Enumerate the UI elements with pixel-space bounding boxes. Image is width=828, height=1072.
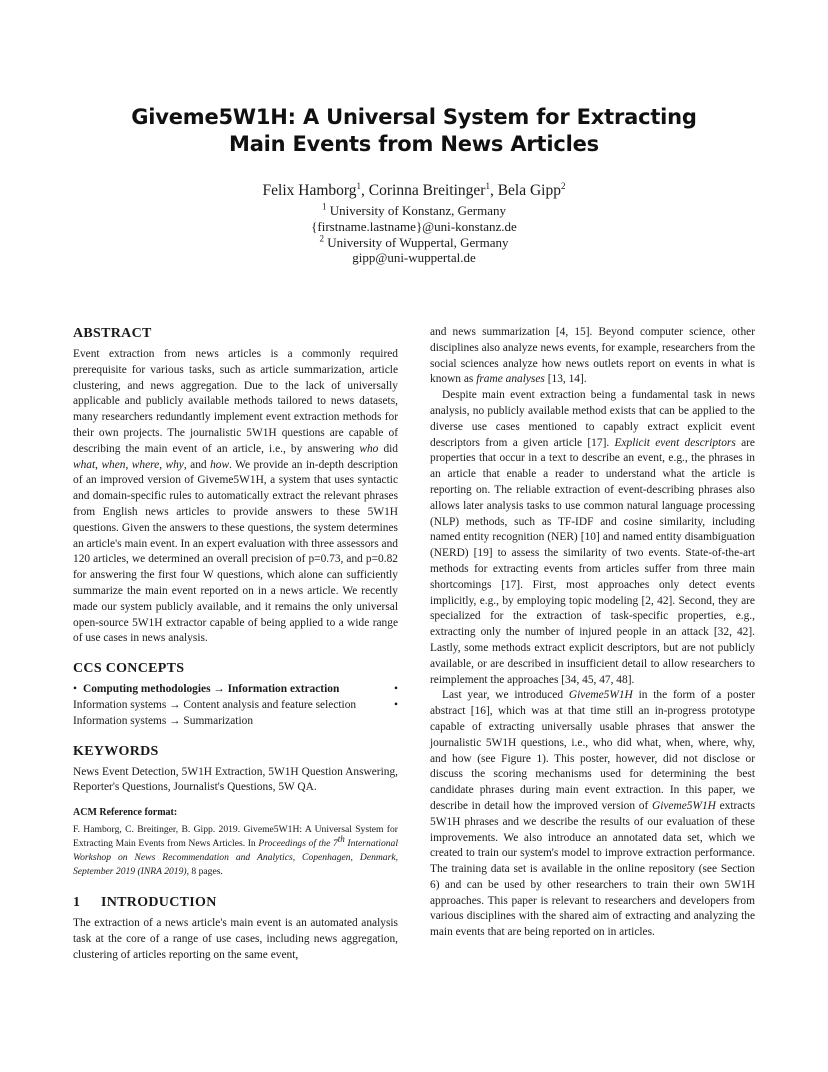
abstract-em: how [210, 458, 230, 471]
abstract-em: why [165, 458, 184, 471]
abstract-part: . We provide an in-depth description of an improved version of Giveme5W1H, a system that uses syntactic and domain-specific rules to automatically extract the relevant phrases from English news articles to provide answers to these 5W1H questions. Given the answers to these questions, the system determines an article's main event. In an expert evaluation with three assessors and 120 articles, we determined an overall precision of p=0.73, and p=0.82 for answering the first four W questions, which alone can sufficiently summarize the main event reported on in a news article. We recently made our system publicly available, and it remains the only universal open-source 5W1H extractor capable of being applied to a wide range of use cases in news analysis. [73, 458, 398, 645]
abstract-heading: ABSTRACT [73, 326, 152, 341]
intro-em: Giveme5W1H [568, 689, 633, 702]
intro-paragraph-1-cont [430, 325, 755, 388]
affil-name: University of Wuppertal, Germany [324, 234, 509, 250]
author-affil-mark: 1 [485, 180, 490, 191]
ccs-concept: Information systems → Content analysis and feature selection [73, 698, 357, 711]
acm-part: , 8 pages. [186, 865, 223, 877]
affiliation-1-email: {firstname.lastname}@uni-konstanz.de [311, 218, 517, 234]
author-affil-mark: 2 [560, 180, 566, 191]
intro-part: are properties that occur in a text to describe an event, e.g., the phrases in an article that enable a reader to understand what the article is reporting on. The reliable extraction of event-describing phrases also allows later analysis tasks to use common natural language processing (NLP) methods, such as TF-IDF and cosine similarity, including named entity recognition (NER) [10] and named entity disambiguation (NERD) [19] to assess the similarity of two events. State-of-the-art methods for extracting events from articles suffer from three main shortcomings [17]. First, most approaches only detect events implicitly, e.g., by employing topic modeling [2, 42]. Second, they are specialized for the extraction of task-specific properties, e.g., extracting only the number of injured people in an attack [32, 42]. Lastly, some methods extract explicit descriptors, but are not publicly available, or are described in insufficient detail to allow researchers to reimplement the approaches [34, 45, 47, 48]. [430, 436, 755, 686]
intro-em: Giveme5W1H [651, 799, 716, 812]
acm-sup: th [337, 833, 345, 844]
abstract-text [73, 347, 398, 647]
affiliation-2-email: gipp@uni-wuppertal.de [352, 250, 476, 266]
ccs-line-3: Information systems → Summarization [73, 714, 254, 727]
author-name: Felix Hamborg [262, 182, 357, 199]
affiliations [0, 203, 828, 266]
intro-paragraph-2 [430, 388, 755, 688]
abstract-part: , [95, 458, 102, 471]
intro-part: Despite main event extraction being a fundamental task in news analysis, no publicly available method exists that can be applied to the diverse use cases mentioned to capably extract explicit event descriptors from a given article [17]. [430, 389, 755, 449]
keywords-heading: KEYWORDS [73, 743, 159, 759]
author-list [0, 182, 828, 200]
abstract-part: , and [183, 458, 211, 471]
abstract-part: , [125, 458, 132, 471]
abstract-part: , [159, 458, 166, 471]
intro-em: frame analyses [476, 373, 545, 386]
intro-part: extracts 5W1H phrases and we describe the results of our evaluation of these improvements. We also introduce an annotated data set, which we created to train our system's model to improve extraction performance. The training data set is available in the online repository (see Section 6) and can be used by other researchers to train their own 5W1H approaches. This paper is relevant to researchers and developers from various disciplines with the shared aim of extracting and analyzing the main events that are being reported on in articles. [430, 799, 755, 939]
ccs-line-1 [73, 682, 398, 698]
paper-title [0, 104, 828, 158]
intro-part: and news summarization [4, 15]. Beyond computer science, other disciplines also analyze news events, for example, researchers from the social sciences analyze how news outlets report on events in what is known as [430, 326, 755, 386]
ccs-concept: Computing methodologies → Information extraction [83, 683, 340, 696]
affil-name: University of Konstanz, Germany [326, 203, 506, 218]
acm-reference-text [73, 823, 398, 878]
bullet-icon: • [73, 683, 77, 696]
acm-part: F. Hamborg, C. Breitinger, B. Gipp. 2019. Giveme5W1H: A Universal System for Extracting Main Events from News Articles. In [73, 824, 398, 849]
intro-paragraph-1: The extraction of a news article's main event is an automated analysis task at the core of a range of use cases, including news aggregation, clustering of articles reporting on the same event, [73, 917, 398, 961]
intro-part: in the form of a poster abstract [16], which was at that time still an in-progress prototype capable of extracting universally usable phrases that answer the journalistic 5W1H questions, i.e., who did what, when, where, why, and how (see Figure 1). This poster, however, did not disclose or discuss the scoring mechanisms used for determining the best candidate phrases during main event extraction. In this paper, we describe in detail how the improved version of [430, 689, 755, 812]
left-column [73, 325, 398, 964]
ccs-heading: CCS CONCEPTS [73, 661, 185, 677]
section-title: INTRODUCTION [101, 895, 217, 911]
ccs-bullet: • [394, 683, 398, 696]
ccs-bullet: • [394, 698, 398, 711]
abstract-part: Event extraction from news articles is a commonly required prerequisite for various tasks, such as article summarization, article clustering, and news aggregation. Due to the lack of universally applicable and publicly available methods tailored to news datasets, many researchers redundantly implement event extraction methods for their own projects. The journalistic 5W1H questions are capable of describing the main event of an article, i.e., by answering [73, 348, 398, 455]
abstract-em: where [131, 458, 160, 471]
author-name: Bela Gipp [497, 182, 561, 199]
keywords-text: News Event Detection, 5W1H Extraction, 5W1H Question Answering, Reporter's Questions, Journalist's Questions, 5W QA. [73, 765, 398, 794]
affil-mark: 1 [322, 201, 327, 212]
title-line-2: Main Events from News Articles [229, 132, 599, 156]
title-line-1: Giveme5W1H: A Universal System for Extracting [131, 105, 697, 129]
intro-part: [13, 14]. [544, 373, 587, 386]
author-separator: , [489, 182, 498, 199]
right-column [430, 325, 755, 941]
intro-heading [73, 894, 398, 912]
author-affil-mark: 1 [356, 180, 362, 191]
abstract-em: what [73, 458, 96, 471]
acm-part: Proceedings of the 7 [258, 837, 338, 849]
section-number: 1 [73, 895, 81, 911]
acm-part: International Workshop on News Recommendation and Analytics, Copenhagen, Denmark, September 2019 (INRA 2019) [73, 837, 399, 877]
author-name: Corinna Breitinger [368, 182, 486, 199]
abstract-em: who [359, 442, 379, 455]
intro-part: Last year, we introduced [442, 689, 569, 702]
ccs-line-2 [73, 698, 398, 714]
author-separator: , [361, 182, 369, 199]
intro-paragraph-3 [430, 688, 755, 941]
affiliation-2 [0, 235, 828, 251]
acm-reference-heading: ACM Reference format: [73, 807, 178, 819]
affil-mark: 2 [319, 233, 325, 244]
affiliation-1 [0, 203, 828, 219]
abstract-em: when [101, 458, 126, 471]
abstract-part: did [378, 442, 399, 455]
intro-em: Explicit event descriptors [614, 436, 736, 449]
